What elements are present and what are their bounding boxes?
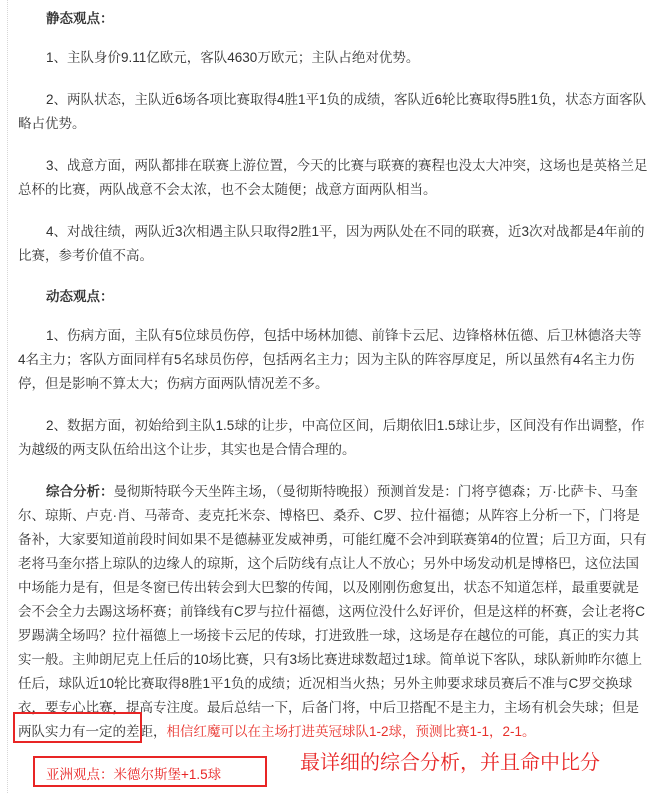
left-dotted-border [7,0,8,793]
static-point-4: 4、对战往绩，两队近3次相遇主队只取得2胜1平，因为两队处在不同的联赛，近3次对战都是4年前的比赛，参考价值不高。 [18,224,645,263]
summary-highlight: 相信红魔可以在主场打进英冠球队1-2球，预测比赛1-1，2-1。 [166,724,536,739]
summary-label: 综合分析： [46,484,114,499]
callout-annotation: 最详细的综合分析，并且命中比分 [300,750,600,774]
static-point-2: 2、两队状态，主队近6场各项比赛取得4胜1平1负的成绩，客队近6轮比赛取得5胜1负，状态方面客队略占优势。 [18,92,647,131]
dynamic-point-1: 1、伤病方面，主队有5位球员伤停，包括中场林加德、前锋卡云尼、边锋格林伍德、后卫林德洛夫等4名主力；客队方面同样有5名球员伤停，包括两名主力；因为主队的阵容厚度足，所以虽然有4名主力伤停，但是影响不算太大；伤病方面两队情况差不多。 [18,328,642,391]
static-point-3: 3、战意方面，两队都排在联赛上游位置，今天的比赛与联赛的赛程也没太大冲突，这场也是英格兰足总杯的比赛，两队战意不会太浓，也不会太随便；战意方面两队相当。 [18,158,648,197]
static-point-1: 1、主队身价9.11亿欧元，客队4630万欧元；主队占绝对优势。 [46,50,420,65]
dynamic-heading: 动态观点： [46,289,114,304]
asia-view-text: 亚洲观点：米德尔斯堡+1.5球 [46,767,222,782]
prediction-highlight-box [13,712,142,743]
static-heading: 静态观点： [46,11,114,26]
summary-text: 曼彻斯特联今天坐阵主场，（曼彻斯特晚报）预测首发是：门将亨德森；万·比萨卡、马奎尔、琼斯、卢克·肖、马蒂奇、麦克托米奈、博格巴、桑乔、C罗、拉什福德；从阵容上分析一下，门将是备补，大家要知道前段时间如果不是德赫亚发威神勇，可能红魔不会冲到联赛第4的位置；后卫方面，只有老将马奎尔搭上琼队的边缘人的琼斯，这个后防线有点让人不放心；另外中场发动机是博格巴，这位法国中场能力是有，但是冬窗已传出转会到大巴黎的传闻，以及刚刚伤愈复出，状态不知道怎样，最重要就是会不会全力去踢这场杯赛；前锋线有C罗与拉什福德，这两位没什么好评价，但是这样的杯赛，会让老将C罗踢满全场吗？拉什福德上一场接卡云尼的传球，打进致胜一球，这场是存在越位的可能，真正的实力其实一般。主帅朗尼克上任后的10场比赛，只有3场比赛进球数超过1球。简单说下客队，球队新帅昨尔德上任后，球队近10轮比赛取得8胜1平1负的成绩；近况相当火热；另外主帅要求球员赛后不准与C罗交换球衣，要专心比赛，提高专注度。最后总结一下，后备门将，中后卫搭配不是主力，主场有机会失球；但是两队实力有一定的差距， [18,484,647,739]
dynamic-point-2: 2、数据方面，初始给到主队1.5球的让步，中高位区间，后期依旧1.5球让步，区间没有作出调整，作为越级的两支队伍给出这个让步，其实也是合情合理的。 [18,418,645,457]
summary-paragraph [18,480,648,744]
article-body [18,0,648,744]
